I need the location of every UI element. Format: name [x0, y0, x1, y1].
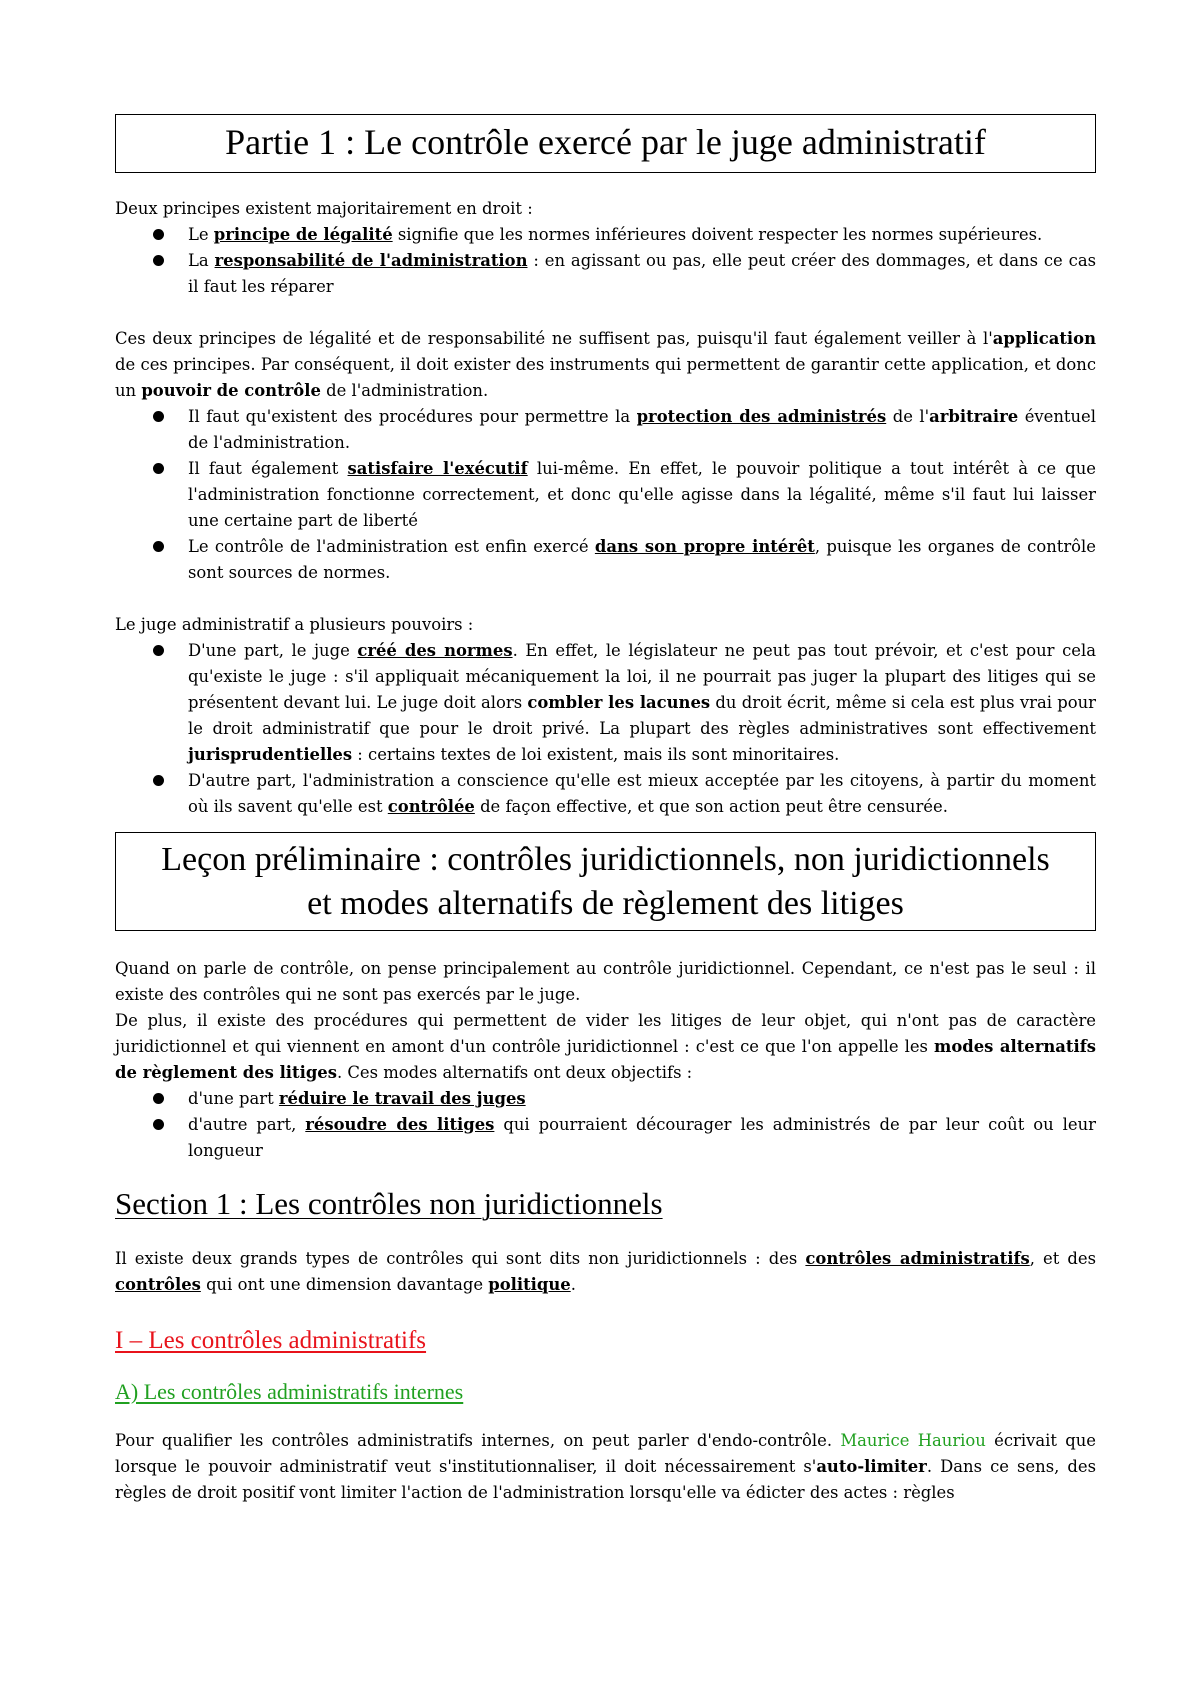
key-term: réduire le travail des juges: [278, 1089, 526, 1108]
part-title: Partie 1 : Le contrôle exercé par le juge administratif: [225, 122, 986, 162]
section-1-paragraph: Il existe deux grands types de contrôles qui sont dits non juridictionnels : des contrôles administratifs, et des contrôles qui ont une dimension davantage politique.: [115, 1249, 1096, 1294]
list-item: d'autre part, résoudre des litiges qui pourraient décourager les administrés de par leur coût ou leur longueur: [115, 1112, 1096, 1164]
key-term: application: [992, 329, 1096, 348]
lesson-paragraph-2: De plus, il existe des procédures qui permettent de vider les litiges de leur objet, qui n'ont pas de caractère juridictionnel et qui viennent en amont d'un contrôle juridictionnel : c'est ce que l'on appelle les modes alternatifs de règlement des litiges. Ces modes alternatifs ont deux objectifs :: [115, 1011, 1096, 1082]
key-term: combler les lacunes: [527, 693, 711, 712]
principles-intro: Deux principes existent majoritairement en droit :: [115, 199, 533, 218]
bullet-icon: [153, 645, 164, 656]
section-1-title: Section 1 : Les contrôles non juridictionnels: [115, 1186, 663, 1221]
control-points-list: [115, 404, 1096, 586]
lesson-title-box: [115, 832, 1096, 931]
bullet-icon: [153, 1119, 164, 1130]
key-term: politique: [488, 1275, 571, 1294]
principles-list: [115, 222, 1096, 300]
list-item: Il faut également satisfaire l'exécutif lui-même. En effet, le pouvoir politique a tout intérêt à ce que l'administration fonctionne correctement, et donc qu'elle agisse dans la légalité, même s'il faut lui laisser une certaine part de liberté: [115, 456, 1096, 534]
key-term: auto-limiter: [816, 1457, 927, 1476]
key-term: dans son propre intérêt: [594, 537, 815, 556]
list-item: D'une part, le juge créé des normes. En effet, le législateur ne peut pas tout prévoir, et c'est pour cela qu'existe le juge : s'il appliquait mécaniquement la loi, il ne pourrait pas juger la plupart des litiges qui se présentent devant lui. Le juge doit alors combler les lacunes du droit écrit, même si cela est plus vrai pour le droit administratif que pour le droit privé. La plupart des règles administratives sont effectivement jurisprudentielles : certains textes de loi existent, mais ils sont minoritaires.: [115, 638, 1096, 768]
lesson-paragraph-1: Quand on parle de contrôle, on pense principalement au contrôle juridictionnel. Cependant, ce n'est pas le seul : il existe des contrôles qui ne sont pas exercés par le juge.: [115, 959, 1096, 1004]
key-term: pouvoir de contrôle: [141, 381, 321, 400]
judge-powers-list: [115, 638, 1096, 820]
list-item: D'autre part, l'administration a conscience qu'elle est mieux acceptée par les citoyens, à partir du moment où ils savent qu'elle est contrôlée de façon effective, et que son action peut être censurée.: [115, 768, 1096, 820]
key-term: résoudre des litiges: [305, 1115, 495, 1134]
lesson-title-line2: et modes alternatifs de règlement des litiges: [307, 885, 904, 922]
list-item: d'une part réduire le travail des juges: [115, 1086, 1096, 1112]
bullet-icon: [153, 411, 164, 422]
key-term: satisfaire l'exécutif: [347, 459, 528, 478]
bullet-icon: [153, 229, 164, 240]
key-term: arbitraire: [929, 407, 1019, 426]
bullet-icon: [153, 775, 164, 786]
key-term: contrôlée: [387, 797, 475, 816]
key-term: protection des administrés: [636, 407, 887, 426]
list-item: La responsabilité de l'administration : en agissant ou pas, elle peut créer des dommages, et dans ce cas il faut les réparer: [115, 248, 1096, 300]
bullet-icon: [153, 1093, 164, 1104]
list-item: Le contrôle de l'administration est enfin exercé dans son propre intérêt, puisque les organes de contrôle sont sources de normes.: [115, 534, 1096, 586]
list-item: Le principe de légalité signifie que les normes inférieures doivent respecter les normes supérieures.: [115, 222, 1096, 248]
key-term: jurisprudentielles: [188, 745, 353, 764]
bullet-icon: [153, 255, 164, 266]
bullet-icon: [153, 541, 164, 552]
internal-controls-paragraph: Pour qualifier les contrôles administratifs internes, on peut parler d'endo-contrôle. Maurice Hauriou écrivait que lorsque le pouvoir administratif veut s'institutionnaliser, il doit nécessairement s'auto-limiter. Dans ce sens, des règles de droit positif vont limiter l'action de l'administration lorsqu'elle va édicter des actes : règles: [115, 1431, 1096, 1502]
key-term: contrôles: [115, 1275, 201, 1294]
key-term: créé des normes: [357, 641, 513, 660]
author-name: Maurice Hauriou: [840, 1431, 986, 1450]
objectives-list: [115, 1086, 1096, 1164]
list-item: Il faut qu'existent des procédures pour permettre la protection des administrés de l'arbitraire éventuel de l'administration.: [115, 404, 1096, 456]
key-term: responsabilité de l'administration: [214, 251, 528, 270]
heading-I-administrative-controls: I – Les contrôles administratifs: [115, 1327, 427, 1354]
heading-A-internal-controls: A) Les contrôles administratifs internes: [115, 1379, 464, 1404]
key-term: principe de légalité: [213, 225, 393, 244]
part-title-box: [115, 114, 1096, 173]
bullet-icon: [153, 463, 164, 474]
key-term: modes alternatifs de règlement des litiges: [115, 1037, 1096, 1082]
lesson-title-line1: Leçon préliminaire : contrôles juridictionnels, non juridictionnels: [161, 841, 1050, 878]
key-term: contrôles administratifs: [805, 1249, 1030, 1268]
judge-powers-intro: Le juge administratif a plusieurs pouvoirs :: [115, 615, 474, 634]
paragraph-control-need: Ces deux principes de légalité et de responsabilité ne suffisent pas, puisqu'il faut également veiller à l'application de ces principes. Par conséquent, il doit exister des instruments qui permettent de garantir cette application, et donc un pouvoir de contrôle de l'administration.: [115, 329, 1096, 400]
